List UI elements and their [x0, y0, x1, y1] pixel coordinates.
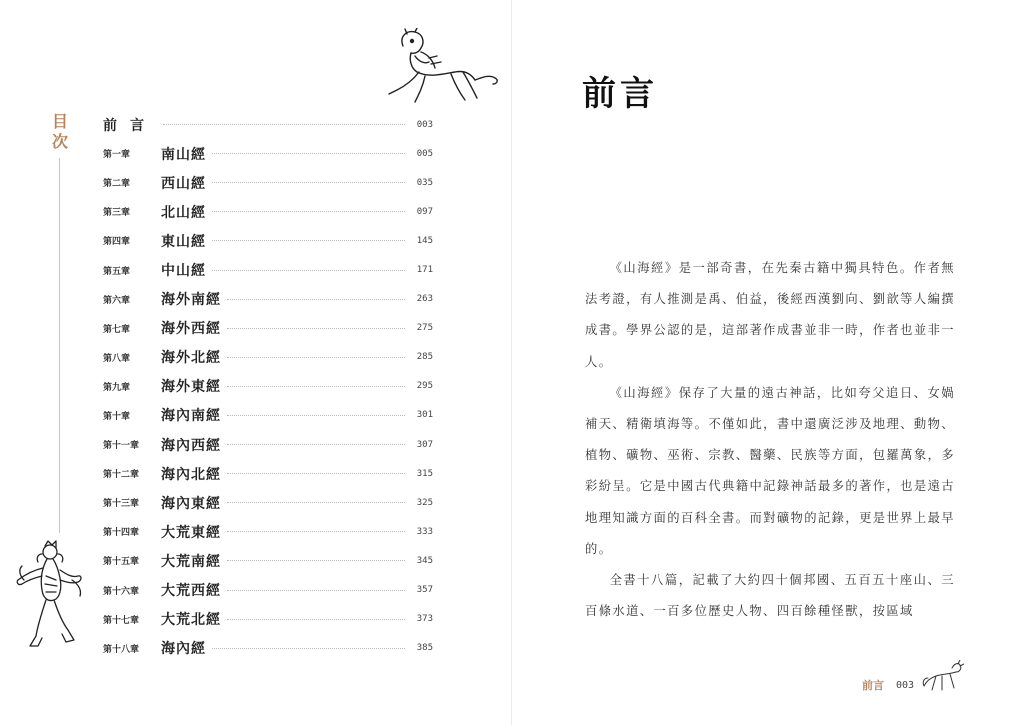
preface-paragraph: 《山海經》保存了大量的遠古神話，比如夸父追日、女媧補天、精衛填海等。不僅如此，書中還廣泛涉及地理、動物、植物、礦物、巫術、宗教、醫藥、民族等方面，包羅萬象，多彩紛呈。它是中國古代典籍中記錄神話最多的著作，也是遠古地理知識方面的百科全書。而對礦物的記錄，更是世界上最早的。	[585, 385, 955, 556]
toc-entry[interactable]	[103, 255, 433, 284]
toc-entry[interactable]	[103, 605, 433, 634]
toc-entry-page: 005	[416, 148, 433, 159]
toc-leader-dots	[212, 182, 405, 183]
toc-entry-title: 大荒北經	[161, 612, 221, 629]
toc-entry-title: 海外東經	[161, 379, 221, 396]
toc-leader-dots	[163, 124, 405, 125]
toc-chapter-number: 第十三章	[103, 499, 140, 510]
toc-chapter-number: 第七章	[103, 324, 131, 335]
toc-entry[interactable]	[103, 576, 433, 605]
toc-chapter-number: 第四章	[103, 237, 131, 248]
footer-page-number: 003	[896, 679, 915, 691]
mythical-beast-illustration	[385, 28, 503, 106]
toc-entry[interactable]	[103, 372, 433, 401]
toc-chapter-number: 第一章	[103, 150, 131, 161]
toc-entry[interactable]	[103, 517, 433, 546]
toc-entry[interactable]	[103, 459, 433, 488]
toc-entry-title: 海內東經	[161, 495, 221, 512]
toc-entry[interactable]	[103, 197, 433, 226]
toc-chapter-number: 第十一章	[103, 441, 140, 452]
toc-entry[interactable]	[103, 343, 433, 372]
toc-entry-title: 海內西經	[161, 437, 221, 454]
toc-entry-page: 263	[416, 294, 433, 305]
toc-entry-title: 南山經	[161, 146, 206, 163]
toc-entry-title: 海內南經	[161, 408, 221, 425]
toc-entry-page: 301	[416, 410, 433, 421]
toc-leader-dots	[227, 299, 405, 300]
toc-entry[interactable]	[103, 430, 433, 459]
toc-leader-dots	[227, 590, 405, 591]
toc-entry-page: 275	[416, 323, 433, 334]
toc-chapter-number: 第十二章	[103, 470, 140, 481]
toc-entry-page: 295	[416, 381, 433, 392]
toc-entry[interactable]	[103, 401, 433, 430]
toc-entry-title: 海外南經	[161, 292, 221, 309]
toc-chapter-number: 第二章	[103, 179, 131, 190]
toc-chapter-number: 第九章	[103, 382, 131, 393]
toc-entry-page: 357	[416, 585, 433, 596]
toc-chapter-number: 第十四章	[103, 528, 140, 539]
toc-entry-title: 大荒南經	[161, 553, 221, 570]
toc-entry-page: 307	[416, 439, 433, 450]
toc-entry-title: 海外北經	[161, 350, 221, 367]
toc-entry-page: 325	[416, 497, 433, 508]
toc-leader-dots	[227, 444, 405, 445]
toc-entry[interactable]	[103, 314, 433, 343]
toc-chapter-number: 第十七章	[103, 615, 140, 626]
toc-leader-dots	[227, 415, 405, 416]
toc-entry-page: 035	[416, 177, 433, 188]
toc-entry[interactable]	[103, 139, 433, 168]
toc-chapter-number: 第六章	[103, 295, 131, 306]
toc-entry-title: 中山經	[161, 263, 206, 280]
preface-paragraph: 《山海經》是一部奇書，在先秦古籍中獨具特色。作者無法考證，有人推測是禹、伯益，後經西漢劉向、劉歆等人編撰成書。學界公認的是，這部著作成書並非一時，作者也並非一人。	[585, 261, 955, 369]
toc-chapter-number: 第三章	[103, 208, 131, 219]
toc-entry-page: 373	[416, 614, 433, 625]
toc-leader-dots	[212, 648, 405, 649]
footer-section-title: 前言	[862, 679, 884, 692]
toc-entry[interactable]	[103, 634, 433, 663]
toc-entry[interactable]	[103, 488, 433, 517]
toc-entry-page: 333	[416, 526, 433, 537]
toc-leader-dots	[212, 153, 405, 154]
toc-chapter-number: 第十五章	[103, 557, 140, 568]
toc-entry-title: 大荒西經	[161, 583, 221, 600]
toc-leader-dots	[212, 240, 405, 241]
toc-chapter-number: 第十八章	[103, 644, 140, 655]
toc-leader-dots	[212, 211, 405, 212]
preface-paragraph: 全書十八篇，記載了大約四十個邦國、五百五十座山、三百條水道、一百多位歷史人物、四百餘種怪獸，按區域	[585, 573, 955, 619]
toc-leader-dots	[212, 270, 405, 271]
toc-entry-title: 東山經	[161, 233, 206, 250]
toc-chapter-number: 第十章	[103, 411, 131, 422]
toc-entry-page: 285	[416, 352, 433, 363]
toc-leader-dots	[227, 560, 405, 561]
toc-leader-dots	[227, 386, 405, 387]
toc-entry-page: 003	[416, 119, 433, 130]
toc-leader-dots	[227, 357, 405, 358]
preface-body	[585, 253, 955, 627]
toc-leader-dots	[227, 473, 405, 474]
toc-entry-page: 097	[416, 206, 433, 217]
toc-entry-title: 北山經	[161, 204, 206, 221]
toc-entry-page: 345	[416, 555, 433, 566]
toc-leader-dots	[227, 502, 405, 503]
toc-entry-page: 385	[416, 643, 433, 654]
toc-entry-title: 西山經	[161, 175, 206, 192]
toc-chapter-number: 第八章	[103, 353, 131, 364]
toc-leader-dots	[227, 531, 405, 532]
page-title: 前言	[582, 74, 658, 114]
toc-leader-dots	[227, 619, 405, 620]
toc-entry-page: 171	[416, 265, 433, 276]
mythical-figure-illustration	[12, 540, 87, 655]
toc-entry-title: 海內經	[161, 641, 206, 658]
toc-list	[103, 110, 433, 663]
toc-entry-page: 315	[416, 468, 433, 479]
toc-entry-preface[interactable]	[103, 110, 433, 139]
toc-entry-title: 海外西經	[161, 321, 221, 338]
toc-entry-title: 海內北經	[161, 466, 221, 483]
toc-entry-title: 前言	[103, 117, 157, 134]
toc-entry-page: 145	[416, 235, 433, 246]
toc-divider	[59, 158, 60, 533]
small-beast-illustration	[920, 660, 964, 694]
page-footer	[862, 677, 914, 693]
toc-entry[interactable]	[103, 285, 433, 314]
toc-entry[interactable]	[103, 226, 433, 255]
toc-leader-dots	[227, 328, 405, 329]
toc-chapter-number: 第十六章	[103, 586, 140, 597]
toc-title: 目次	[51, 112, 68, 151]
toc-entry[interactable]	[103, 168, 433, 197]
toc-entry-title: 大荒東經	[161, 524, 221, 541]
toc-entry[interactable]	[103, 546, 433, 575]
toc-chapter-number: 第五章	[103, 266, 131, 277]
